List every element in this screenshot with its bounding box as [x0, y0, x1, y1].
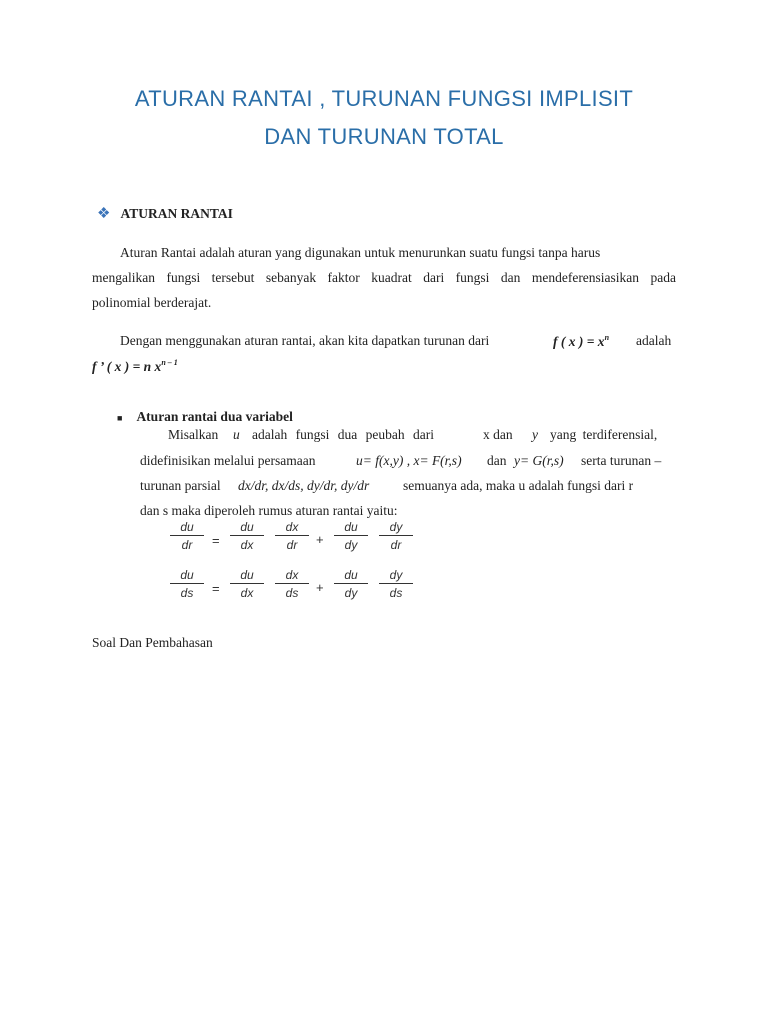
fraction-dy-dr	[379, 520, 413, 552]
soal-dan-pembahasan-text: Soal Dan Pembahasan	[92, 635, 213, 650]
fraction-denominator: dx	[240, 586, 254, 600]
section-heading-text: ATURAN RANTAI	[120, 206, 233, 221]
fraction-numerator: du	[344, 520, 358, 534]
subsection-line-3-eq: dx/dr, dx/ds, dy/dr, dy/dr	[238, 478, 370, 493]
subsection-line-1-var-u: u	[233, 427, 240, 442]
subsection-line-4: dan s maka diperoleh rumus aturan rantai yaitu:	[140, 503, 398, 518]
fraction-denominator: dr	[181, 538, 193, 552]
fraction-denominator: dr	[390, 538, 402, 552]
paragraph-2-word: adalah	[636, 333, 672, 348]
fraction-du-dr	[170, 520, 204, 552]
fraction-denominator: ds	[285, 586, 299, 600]
fraction-numerator: du	[240, 568, 254, 582]
fraction-du-dx	[230, 568, 264, 600]
fraction-denominator: ds	[180, 586, 194, 600]
subsection-heading	[117, 408, 293, 426]
subsection-line-3-a: turunan parsial	[140, 478, 221, 493]
paragraph-2-text: Dengan menggunakan aturan rantai, akan kita dapatkan turunan dari	[120, 333, 490, 348]
subsection-heading-text: Aturan rantai dua variabel	[136, 409, 293, 424]
formula-derivative-exponent: n – 1	[161, 358, 178, 367]
subsection-line-2-c: serta turunan –	[581, 453, 662, 468]
subsection-line-1-d: yang terdiferensial,	[550, 427, 658, 442]
paragraph-1-line-2: mengalikan fungsi tersebut sebanyak faktor kuadrat dari fungsi dan mendeferensiasikan pada	[92, 270, 676, 285]
fraction-du-dx	[230, 520, 264, 552]
equals-sign: =	[212, 533, 220, 548]
fraction-numerator: dy	[389, 568, 403, 582]
fraction-denominator: ds	[389, 586, 403, 600]
square-bullet-icon: ■	[117, 413, 123, 423]
subsection-line-2-eq1: u= f(x,y) , x= F(r,s)	[356, 453, 462, 468]
paragraph-1-line-3: polinomial berderajat.	[92, 295, 212, 310]
fraction-du-dy	[334, 520, 368, 552]
fraction-numerator: dx	[285, 520, 299, 534]
diamond-bullet-icon: ❖	[97, 206, 111, 222]
formula-f-of-x-base: f ( x ) = x	[553, 334, 605, 349]
subsection-line-2-b: dan	[487, 453, 507, 468]
subsection-line-1-c: x dan	[483, 427, 513, 442]
fraction-dx-dr	[275, 520, 309, 552]
formula-derivative	[92, 358, 178, 375]
subsection-line-2-eq2: y= G(r,s)	[514, 453, 564, 468]
fraction-numerator: dy	[389, 520, 403, 534]
subsection-line-2-a: didefinisikan melalui persamaan	[140, 453, 316, 468]
fraction-numerator: du	[240, 520, 254, 534]
fraction-denominator: dy	[344, 586, 358, 600]
fraction-numerator: du	[344, 568, 358, 582]
plus-sign: +	[316, 580, 324, 595]
fraction-numerator: dx	[285, 568, 299, 582]
subsection-line-1-b: adalah fungsi dua peubah dari	[252, 427, 434, 442]
subsection-line-1-a: Misalkan	[168, 427, 219, 442]
formula-derivative-base: f ’ ( x ) = n x	[92, 359, 162, 374]
fraction-dx-ds	[275, 568, 309, 600]
paragraph-1-line-1: Aturan Rantai adalah aturan yang digunakan untuk menurunkan suatu fungsi tanpa harus	[120, 245, 601, 260]
document-title-line-2: DAN TURUNAN TOTAL	[264, 124, 504, 149]
section-heading	[97, 204, 233, 223]
fraction-du-dy	[334, 568, 368, 600]
formula-f-of-x	[553, 333, 609, 350]
document-title-line-1: ATURAN RANTAI , TURUNAN FUNGSI IMPLISIT	[134, 86, 634, 111]
fraction-denominator: dx	[240, 538, 254, 552]
formula-f-of-x-exponent: n	[604, 333, 610, 342]
equals-sign: =	[212, 581, 220, 596]
fraction-denominator: dy	[344, 538, 358, 552]
subsection-line-3-b: semuanya ada, maka u adalah fungsi dari r	[403, 478, 634, 493]
fraction-numerator: du	[180, 568, 194, 582]
fraction-denominator: dr	[286, 538, 298, 552]
fraction-numerator: du	[180, 520, 194, 534]
plus-sign: +	[316, 532, 324, 547]
fraction-dy-ds	[379, 568, 413, 600]
subsection-line-1-var-y: y	[532, 427, 538, 442]
fraction-du-ds	[170, 568, 204, 600]
